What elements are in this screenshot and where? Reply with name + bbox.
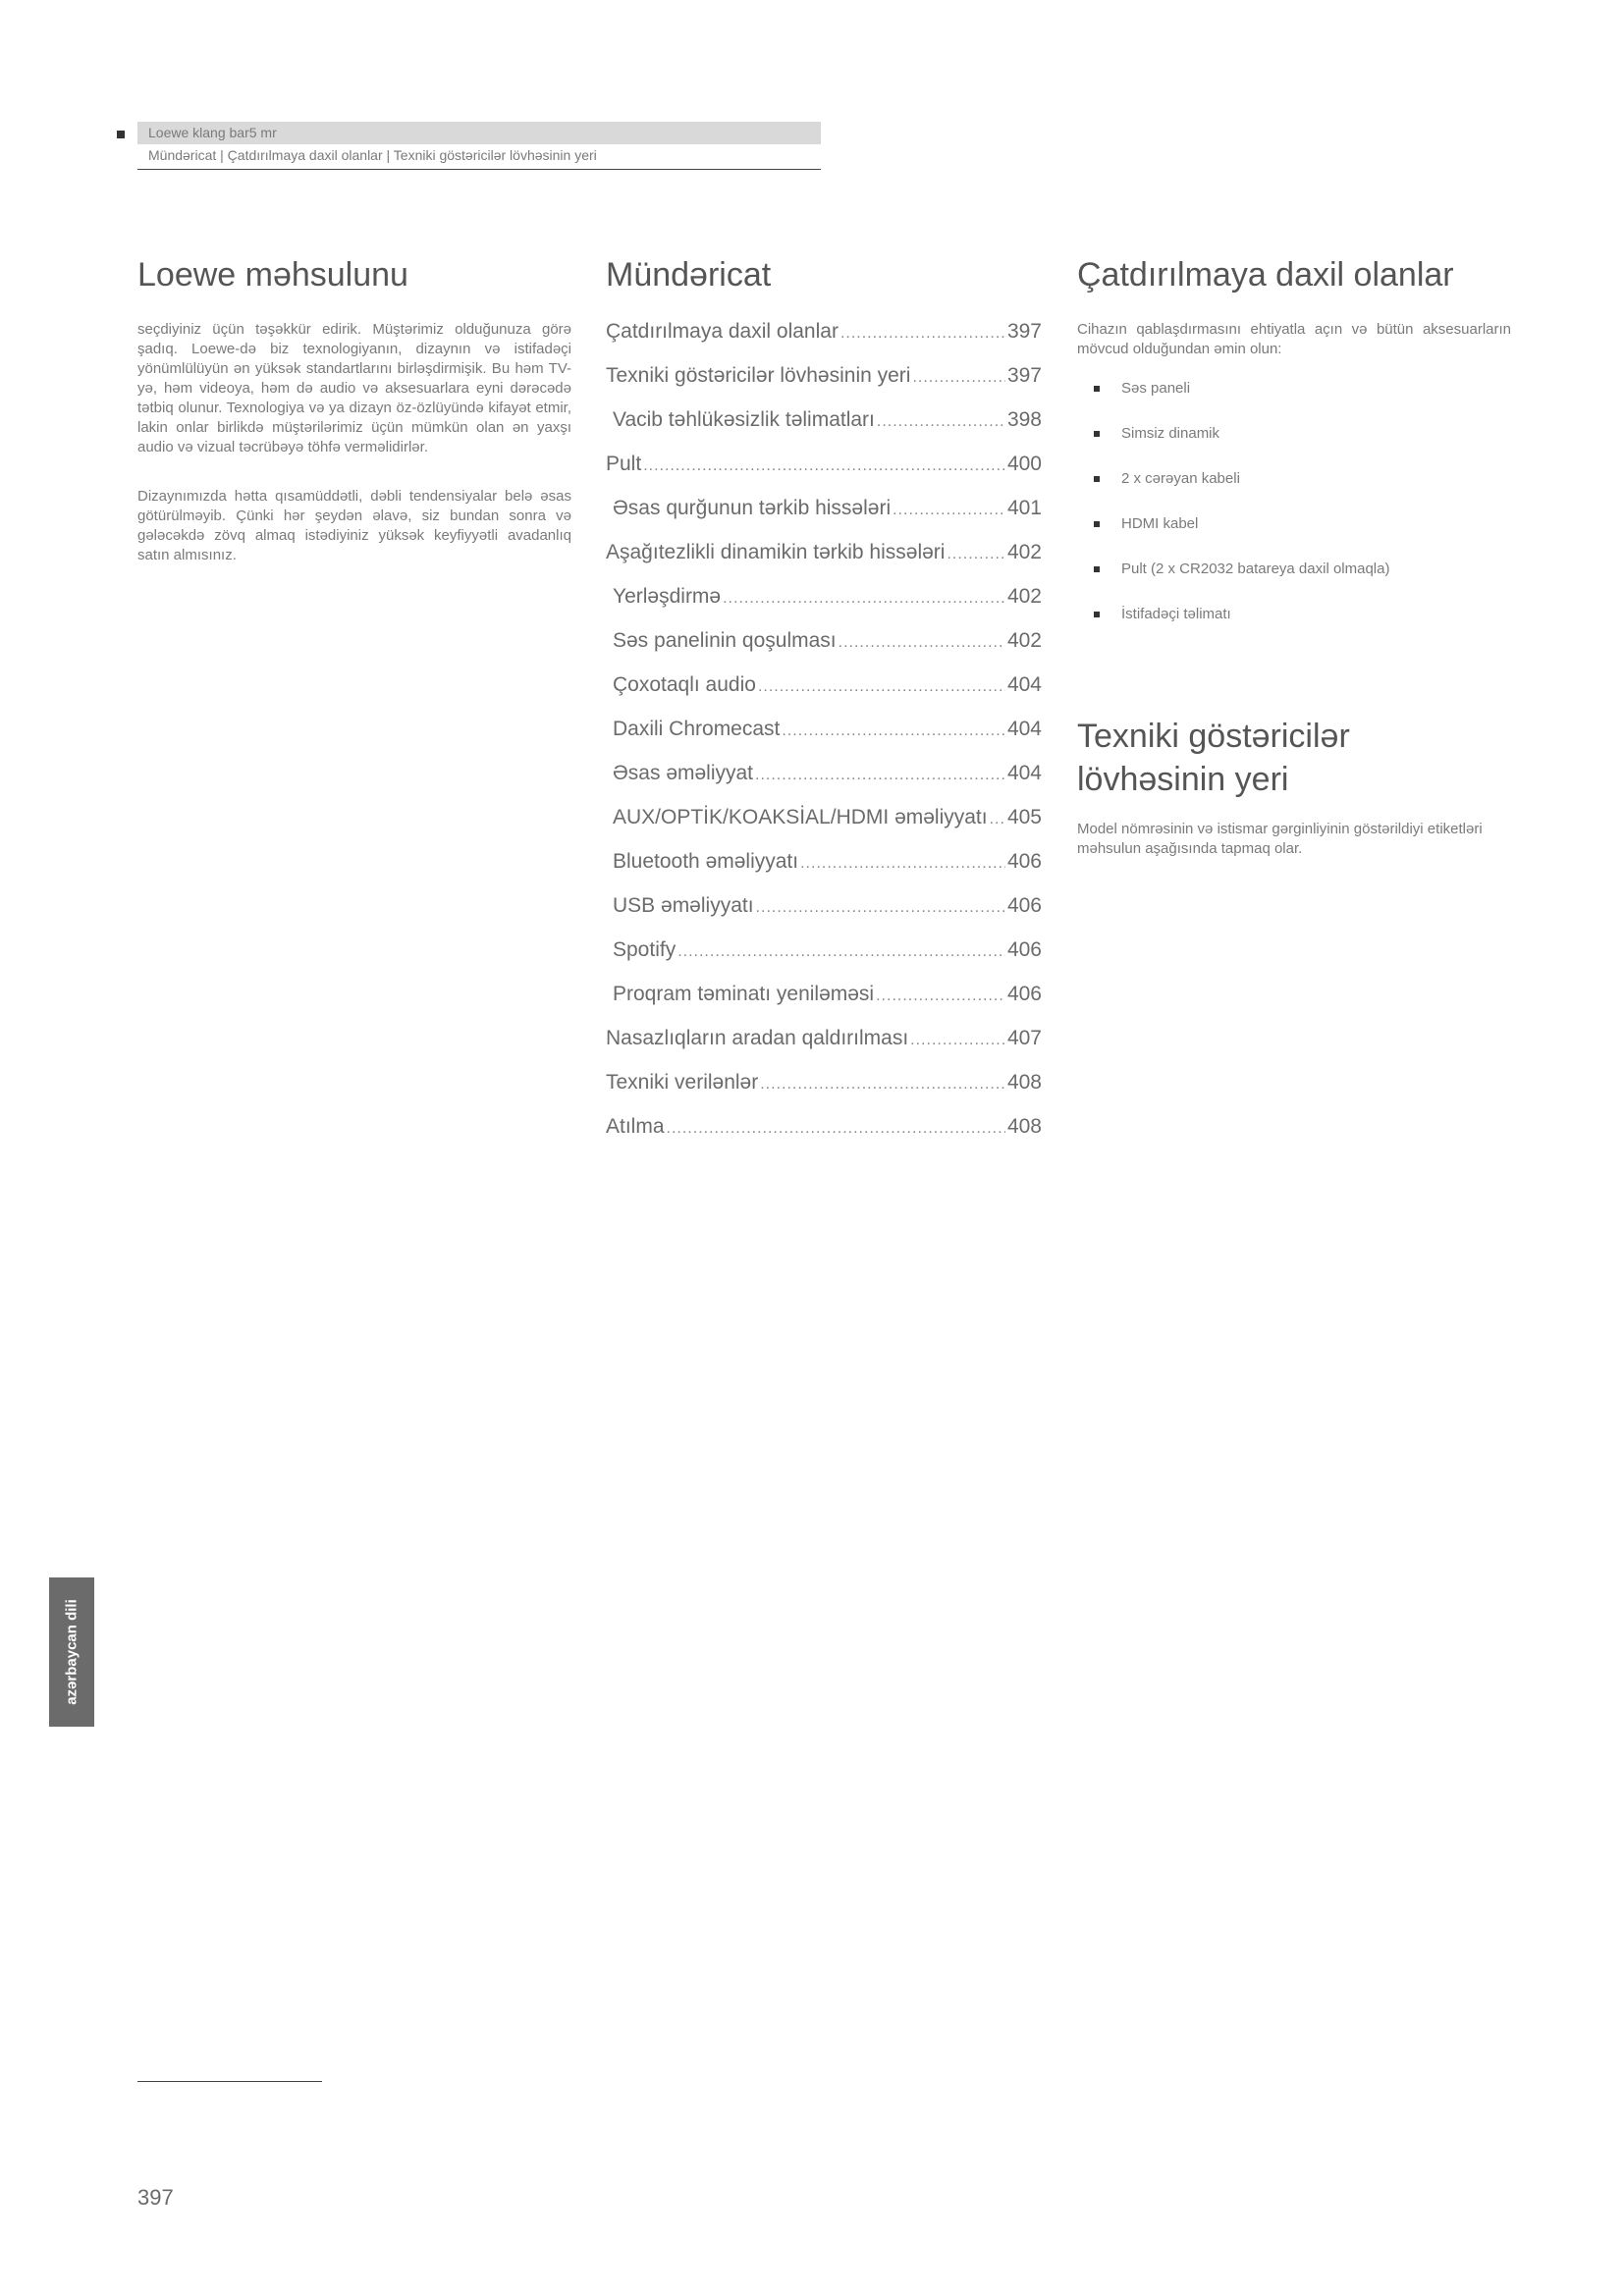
toc-item xyxy=(606,894,1042,938)
toc-leader-dots xyxy=(723,590,1005,608)
toc-item-page: 400 xyxy=(1006,453,1042,475)
header-breadcrumb: Mündəricat | Çatdırılmaya daxil olanlar | Texniki göstəricilər lövhəsinin yeri xyxy=(148,147,597,163)
toc-item-label: Texniki göstəricilər lövhəsinin yeri xyxy=(606,364,911,387)
toc-item-label: Nasazlıqların aradan qaldırılması xyxy=(606,1027,909,1049)
toc-leader-dots xyxy=(755,767,1005,784)
toc-item-label: Pult xyxy=(606,453,642,475)
toc-item-label: Vacib təhlükəsizlik təlimatları xyxy=(613,408,875,431)
rating-plate-title xyxy=(1077,715,1511,801)
delivery-list xyxy=(1077,379,1511,650)
intro-paragraph-2: Dizaynımızda hətta qısamüddətli, dəbli tendensiyalar belə əsas götürülməyib. Çünki hər şeydən əlavə, siz bundan sonra və gələcəkdə zövq almaq istədiyiniz yüksək keyfiyyətli avadanlıq satın almısınız. xyxy=(137,488,571,563)
toc-item-label: Əsas qurğunun tərkib hissələri xyxy=(613,497,892,519)
toc-item-page: 407 xyxy=(1006,1027,1042,1049)
toc-leader-dots xyxy=(782,722,1005,740)
toc-item xyxy=(606,541,1042,585)
toc-item xyxy=(606,806,1042,850)
delivery-item: Pult (2 x CR2032 batareya daxil olmaqla) xyxy=(1077,560,1511,605)
delivery-item: 2 x cərəyan kabeli xyxy=(1077,469,1511,514)
toc-item-label: Texniki verilənlər xyxy=(606,1071,759,1094)
delivery-item: Simsiz dinamik xyxy=(1077,424,1511,469)
toc-item xyxy=(606,718,1042,762)
toc-leader-dots xyxy=(839,634,1005,652)
toc-leader-dots xyxy=(912,369,1004,387)
toc-item-label: USB əməliyyatı xyxy=(613,894,754,917)
intro-body xyxy=(137,320,571,565)
toc-leader-dots xyxy=(756,899,1005,917)
toc-item-page: 397 xyxy=(1006,320,1042,343)
toc-leader-dots xyxy=(910,1032,1005,1049)
toc-item-label: Səs panelinin qoşulması xyxy=(613,629,837,652)
delivery-column xyxy=(1077,253,1511,650)
toc-leader-dots xyxy=(667,1120,1005,1138)
toc-leader-dots xyxy=(947,546,1004,563)
toc-item xyxy=(606,497,1042,541)
delivery-text: Cihazın qablaşdırmasını ehtiyatla açın və bütün aksesuarların mövcud olduğundan əmin olun: xyxy=(1077,321,1511,357)
toc-item xyxy=(606,1115,1042,1159)
toc-item-label: Bluetooth əməliyyatı xyxy=(613,850,799,873)
toc-item-page: 406 xyxy=(1006,894,1042,917)
toc-column xyxy=(606,253,1042,1159)
toc-leader-dots xyxy=(990,811,1005,828)
page-number: 397 xyxy=(137,2185,174,2210)
toc-item-page: 402 xyxy=(1006,629,1042,652)
toc-item xyxy=(606,453,1042,497)
toc-item xyxy=(606,364,1042,408)
toc-list xyxy=(606,320,1042,1159)
language-label: azərbaycan dili xyxy=(63,1599,81,1705)
rating-plate-text: Model nömrəsinin və istismar gərginliyinin göstərildiyi etiketləri məhsulun aşağısında tapmaq olar. xyxy=(1077,821,1483,857)
delivery-item: Səs paneli xyxy=(1077,379,1511,424)
toc-item-page: 406 xyxy=(1006,850,1042,873)
toc-item-page: 408 xyxy=(1006,1071,1042,1094)
header-bullet-square xyxy=(117,131,125,138)
toc-leader-dots xyxy=(893,502,1005,519)
toc-item-page: 406 xyxy=(1006,938,1042,961)
toc-item xyxy=(606,585,1042,629)
toc-item-label: Yerləşdirmə xyxy=(613,585,722,608)
toc-item-page: 402 xyxy=(1006,541,1042,563)
toc-item-page: 402 xyxy=(1006,585,1042,608)
intro-title: Loewe məhsulunu xyxy=(137,256,408,294)
toc-item-page: 408 xyxy=(1006,1115,1042,1138)
intro-paragraph-1: seçdiyiniz üçün təşəkkür edirik. Müştərimiz olduğunuza görə şadıq. Loewe-də biz texnologiyanın, dizaynın və istifadəçi yönümlülüyün ən yüksək standartlarını birləşdirmişik. Bu həm TV-yə, həm videoya, həm də audio və aksesuarlara eyni dərəcədə tətbiq olunur. Texnologiya və ya dizayn öz-özlüyündə kifayət etmir, lakin onlar birlikdə müştərilərimiz üçün mümkün olan ən yaxşı audio və vizual təcrübəyə töhfə verməlidirlər. xyxy=(137,321,571,455)
toc-item-label: Daxili Chromecast xyxy=(613,718,781,740)
toc-item xyxy=(606,320,1042,364)
toc-item-page: 405 xyxy=(1006,806,1042,828)
footer-rule xyxy=(137,2081,322,2082)
toc-item-page: 398 xyxy=(1006,408,1042,431)
toc-item xyxy=(606,1071,1042,1115)
rating-plate-title-line2: lövhəsinin yeri xyxy=(1077,761,1289,798)
toc-leader-dots xyxy=(800,855,1005,873)
header-rule xyxy=(137,169,821,170)
toc-leader-dots xyxy=(876,988,1005,1005)
toc-item-label: Əsas əməliyyat xyxy=(613,762,754,784)
delivery-item: İstifadəçi təlimatı xyxy=(1077,605,1511,650)
toc-item-label: AUX/OPTİK/KOAKSİAL/HDMI əməliyyatı xyxy=(613,806,988,828)
toc-item xyxy=(606,762,1042,806)
toc-item xyxy=(606,938,1042,983)
toc-item-label: Atılma xyxy=(606,1115,665,1138)
toc-item-page: 404 xyxy=(1006,718,1042,740)
toc-item xyxy=(606,673,1042,718)
toc-item-label: Spotify xyxy=(613,938,677,961)
toc-leader-dots xyxy=(643,457,1005,475)
intro-column xyxy=(137,253,571,595)
toc-leader-dots xyxy=(760,1076,1005,1094)
toc-item-label: Çatdırılmaya daxil olanlar xyxy=(606,320,839,343)
delivery-title: Çatdırılmaya daxil olanlar xyxy=(1077,256,1454,294)
toc-item xyxy=(606,850,1042,894)
toc-item-page: 406 xyxy=(1006,983,1042,1005)
toc-item xyxy=(606,408,1042,453)
toc-leader-dots xyxy=(840,325,1005,343)
toc-item xyxy=(606,983,1042,1027)
toc-item-label: Çoxotaqlı audio xyxy=(613,673,756,696)
toc-item-label: Aşağıtezlikli dinamikin tərkib hissələri xyxy=(606,541,946,563)
toc-title: Mündəricat xyxy=(606,256,772,294)
toc-leader-dots xyxy=(758,678,1005,696)
toc-leader-dots xyxy=(877,413,1005,431)
toc-item-page: 404 xyxy=(1006,762,1042,784)
rating-plate-title-line1: Texniki göstəricilər xyxy=(1077,718,1350,755)
toc-item-label: Proqram təminatı yeniləməsi xyxy=(613,983,875,1005)
toc-item xyxy=(606,1027,1042,1071)
delivery-item: HDMI kabel xyxy=(1077,514,1511,560)
toc-item-page: 397 xyxy=(1006,364,1042,387)
toc-item-page: 401 xyxy=(1006,497,1042,519)
toc-leader-dots xyxy=(677,943,1005,961)
toc-item xyxy=(606,629,1042,673)
toc-item-page: 404 xyxy=(1006,673,1042,696)
header-product: Loewe klang bar5 mr xyxy=(148,125,277,140)
